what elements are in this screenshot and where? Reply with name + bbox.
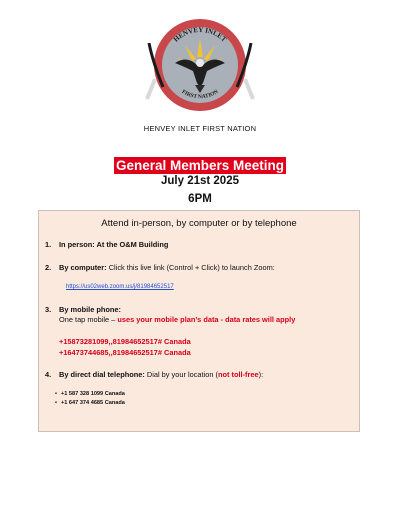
option-mobile-phone: 3. By mobile phone:	[45, 305, 122, 314]
org-name: HENVEY INLET FIRST NATION	[143, 124, 257, 133]
box-heading: Attend in-person, by computer or by telephone	[101, 218, 297, 229]
svg-text:FIRST NATION: FIRST NATION	[180, 88, 220, 101]
attendance-options-box	[38, 210, 360, 432]
option-computer: 2. By computer: Click this live link (Control + Click) to launch Zoom:	[45, 263, 275, 272]
option-in-person: 1. In person: At the O&M Building	[45, 240, 169, 249]
svg-text:HENVEY INLET: HENVEY INLET	[172, 25, 228, 44]
meeting-time: 6PM	[188, 193, 212, 205]
bullet-icon: •	[55, 400, 57, 406]
not-toll-free-note: not toll-free	[217, 370, 259, 379]
mobile-description: One tap mobile – uses your mobile plan’s data - data rates will apply	[59, 315, 296, 324]
nation-logo	[145, 13, 255, 117]
mobile-phone-number-1[interactable]: +15873281099,,81984652517# Canada	[59, 337, 191, 346]
mobile-phone-number-2[interactable]: +16473744685,,81984652517# Canada	[59, 348, 191, 357]
data-rates-warning: uses your mobile plan’s data - data rates will apply	[117, 315, 296, 324]
meeting-title	[0, 157, 400, 175]
option-direct-dial: 4. By direct dial telephone: Dial by your location (not toll-free):	[45, 370, 264, 379]
dial-number-1: • +1 587 328 1099 Canada	[55, 391, 125, 397]
meeting-date: July 21st 2025	[160, 175, 239, 187]
zoom-link[interactable]: https://us02web.zoom.us/j/81984652517	[66, 284, 174, 290]
dial-number-2: • +1 647 374 4685 Canada	[55, 400, 125, 406]
bullet-icon: •	[55, 391, 57, 397]
meeting-title-highlight: General Members Meeting	[115, 158, 285, 173]
